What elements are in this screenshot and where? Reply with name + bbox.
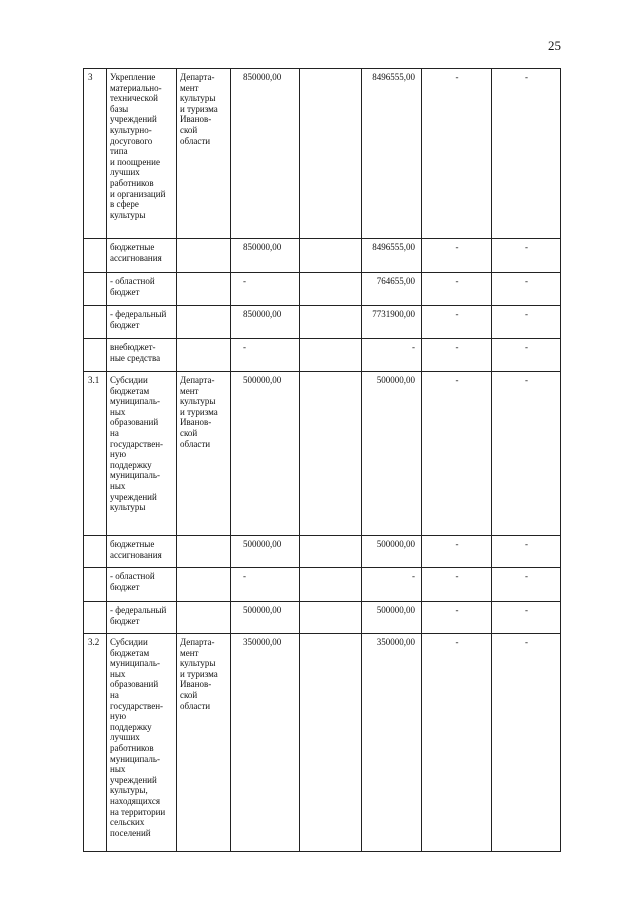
table-row <box>84 306 561 339</box>
value-col-3 <box>362 306 422 339</box>
executor <box>177 536 231 568</box>
table-row <box>84 339 561 372</box>
item-name <box>107 69 177 239</box>
value-col-4 <box>422 634 492 852</box>
value-col-5-text: - <box>525 342 528 352</box>
executor-text: Департа- мент культуры и туризма Иванов- ской области <box>180 375 218 449</box>
row-number <box>84 239 107 273</box>
value-col-3-text: - <box>412 571 415 581</box>
table-row <box>84 69 561 239</box>
value-col-4-text: - <box>455 539 459 549</box>
value-col-1 <box>231 239 300 273</box>
value-col-4 <box>422 536 492 568</box>
item-name-text: - областной бюджет <box>110 276 155 297</box>
value-col-4-text: - <box>455 637 459 647</box>
executor <box>177 372 231 536</box>
value-col-1 <box>231 536 300 568</box>
value-col-4 <box>422 372 492 536</box>
executor <box>177 273 231 306</box>
value-col-2 <box>300 634 362 852</box>
value-col-5 <box>492 239 561 273</box>
page-number: 25 <box>548 38 561 53</box>
value-col-2 <box>300 239 362 273</box>
table-row <box>84 568 561 602</box>
table-row <box>84 239 561 273</box>
item-name-text: Субсидии бюджетам муниципаль- ных образований на государствен- ную поддержку лучших работников муниципаль- ных учреждений культуры, находящихся на территории сельских поселений <box>110 637 166 838</box>
value-col-1-text: - <box>243 571 246 581</box>
table-row <box>84 602 561 634</box>
value-col-5-text: - <box>525 539 528 549</box>
value-col-2 <box>300 372 362 536</box>
value-col-3-text: 8496555,00 <box>372 72 415 82</box>
value-col-3 <box>362 536 422 568</box>
executor <box>177 339 231 372</box>
item-name <box>107 239 177 273</box>
value-col-2 <box>300 339 362 372</box>
value-col-4 <box>422 602 492 634</box>
executor <box>177 239 231 273</box>
value-col-4-text: - <box>455 342 459 352</box>
item-name <box>107 634 177 852</box>
value-col-1 <box>231 372 300 536</box>
row-number <box>84 536 107 568</box>
value-col-4-text: - <box>455 72 459 82</box>
value-col-3 <box>362 634 422 852</box>
value-col-3 <box>362 568 422 602</box>
item-name <box>107 339 177 372</box>
item-name <box>107 372 177 536</box>
value-col-5 <box>492 568 561 602</box>
value-col-3-text: 7731900,00 <box>372 309 415 319</box>
value-col-4-text: - <box>455 571 459 581</box>
value-col-5 <box>492 339 561 372</box>
row-number <box>84 69 107 239</box>
item-name-text: бюджетные ассигнования <box>110 539 162 560</box>
value-col-4-text: - <box>455 242 459 252</box>
value-col-2 <box>300 602 362 634</box>
value-col-1 <box>231 273 300 306</box>
value-col-3 <box>362 69 422 239</box>
value-col-3 <box>362 239 422 273</box>
value-col-4-text: - <box>455 309 459 319</box>
budget-table <box>83 68 561 852</box>
value-col-3 <box>362 273 422 306</box>
value-col-1 <box>231 306 300 339</box>
row-number-text: 3.1 <box>88 375 100 385</box>
table-row <box>84 372 561 536</box>
value-col-5 <box>492 306 561 339</box>
item-name-text: внебюджет- ные средства <box>110 342 161 363</box>
value-col-3-text: 764655,00 <box>376 276 415 286</box>
value-col-3 <box>362 372 422 536</box>
value-col-3 <box>362 602 422 634</box>
value-col-1-text: 500000,00 <box>243 539 282 549</box>
row-number-text: 3 <box>88 72 93 82</box>
executor <box>177 69 231 239</box>
value-col-2 <box>300 536 362 568</box>
table-row <box>84 536 561 568</box>
item-name <box>107 602 177 634</box>
item-name-text: - федеральный бюджет <box>110 309 167 330</box>
value-col-3-text: 500000,00 <box>376 539 415 549</box>
item-name-text: Укрепление материально- технической базы учреждений культурно- досугового типа и поощрение лучших работников и организаций в сфере культуры <box>110 72 166 220</box>
value-col-1-text: 850000,00 <box>243 72 282 82</box>
value-col-5 <box>492 536 561 568</box>
item-name-text: - областной бюджет <box>110 571 155 592</box>
value-col-3-text: 350000,00 <box>376 637 415 647</box>
value-col-5 <box>492 69 561 239</box>
row-number <box>84 339 107 372</box>
value-col-1 <box>231 339 300 372</box>
value-col-1 <box>231 69 300 239</box>
value-col-5-text: - <box>525 571 528 581</box>
value-col-5-text: - <box>525 72 528 82</box>
executor <box>177 602 231 634</box>
value-col-1-text: - <box>243 342 246 352</box>
item-name-text: Субсидии бюджетам муниципаль- ных образований на государствен- ную поддержку муниципаль- ных учреждений культуры <box>110 375 164 513</box>
value-col-3-text: 500000,00 <box>376 605 415 615</box>
row-number-text: 3.2 <box>88 637 100 647</box>
value-col-1-text: 500000,00 <box>243 375 282 385</box>
value-col-3-text: 8496555,00 <box>372 242 415 252</box>
value-col-4 <box>422 568 492 602</box>
value-col-4-text: - <box>455 276 459 286</box>
row-number <box>84 306 107 339</box>
value-col-4 <box>422 69 492 239</box>
value-col-4 <box>422 273 492 306</box>
table-row <box>84 273 561 306</box>
value-col-2 <box>300 273 362 306</box>
value-col-3-text: 500000,00 <box>376 375 415 385</box>
row-number <box>84 634 107 852</box>
value-col-4-text: - <box>455 605 459 615</box>
value-col-5-text: - <box>525 605 528 615</box>
item-name <box>107 306 177 339</box>
value-col-4-text: - <box>455 375 459 385</box>
item-name <box>107 273 177 306</box>
item-name <box>107 568 177 602</box>
value-col-5 <box>492 634 561 852</box>
value-col-5-text: - <box>525 276 528 286</box>
executor <box>177 306 231 339</box>
value-col-5-text: - <box>525 637 528 647</box>
value-col-4 <box>422 306 492 339</box>
value-col-5-text: - <box>525 309 528 319</box>
value-col-1-text: - <box>243 276 246 286</box>
value-col-2 <box>300 568 362 602</box>
value-col-2 <box>300 69 362 239</box>
value-col-4 <box>422 239 492 273</box>
value-col-1 <box>231 634 300 852</box>
executor-text: Департа- мент культуры и туризма Иванов- ской области <box>180 637 218 711</box>
value-col-4 <box>422 339 492 372</box>
executor-text: Департа- мент культуры и туризма Иванов- ской области <box>180 72 218 146</box>
value-col-1 <box>231 602 300 634</box>
value-col-1 <box>231 568 300 602</box>
value-col-5-text: - <box>525 375 528 385</box>
value-col-5 <box>492 602 561 634</box>
value-col-5 <box>492 273 561 306</box>
value-col-3 <box>362 339 422 372</box>
row-number <box>84 602 107 634</box>
value-col-1-text: 350000,00 <box>243 637 282 647</box>
executor <box>177 634 231 852</box>
item-name-text: - федеральный бюджет <box>110 605 167 626</box>
item-name <box>107 536 177 568</box>
value-col-2 <box>300 306 362 339</box>
value-col-5-text: - <box>525 242 528 252</box>
value-col-1-text: 850000,00 <box>243 309 282 319</box>
row-number <box>84 568 107 602</box>
executor <box>177 568 231 602</box>
value-col-1-text: 500000,00 <box>243 605 282 615</box>
value-col-3-text: - <box>412 342 415 352</box>
row-number <box>84 273 107 306</box>
value-col-1-text: 850000,00 <box>243 242 282 252</box>
row-number <box>84 372 107 536</box>
table-row <box>84 634 561 852</box>
value-col-5 <box>492 372 561 536</box>
item-name-text: бюджетные ассигнования <box>110 242 162 263</box>
